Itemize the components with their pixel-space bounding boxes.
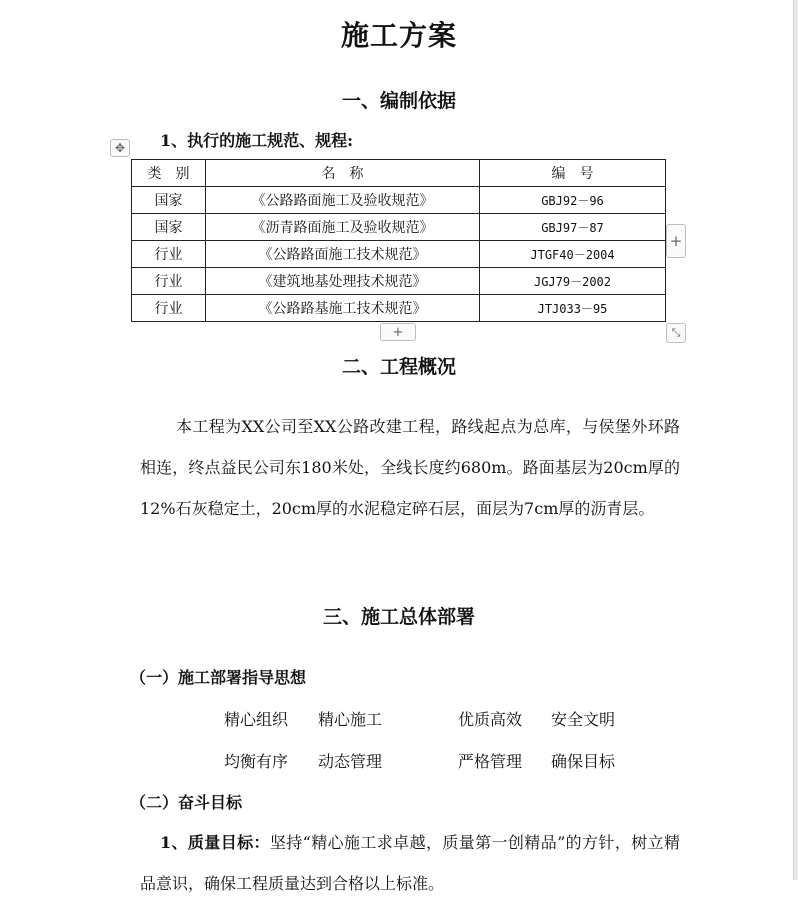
header-cell: 类 别	[132, 160, 206, 187]
table-cell: 行业	[132, 241, 206, 268]
table-cell: 行业	[132, 268, 206, 295]
section3-heading: 三、施工总体部署	[322, 606, 475, 628]
table-cell: 《公路路面施工及验收规范》	[206, 187, 480, 214]
motto-item: 确保目标	[551, 752, 616, 771]
section1-sub: 1、执行的施工规范、规程:	[160, 131, 354, 150]
table-cell: JGJ79－2002	[480, 268, 666, 295]
table-cell: 《公路路基施工技术规范》	[206, 295, 480, 322]
document-title: 施工方案	[340, 19, 457, 52]
motto-item: 动态管理	[318, 752, 383, 771]
table-cell: 《公路路面施工技术规范》	[206, 241, 480, 268]
section2-heading: 二、工程概况	[341, 356, 456, 378]
motto-item: 严格管理	[458, 752, 523, 771]
motto-item: 安全文明	[551, 710, 616, 729]
table-cell: 《沥青路面施工及验收规范》	[206, 214, 480, 241]
motto-item: 优质高效	[458, 710, 523, 729]
table-cell: 《建筑地基处理技术规范》	[206, 268, 480, 295]
quality-goal-label: 1、质量目标：	[160, 833, 270, 852]
header-cell: 名 称	[206, 160, 480, 187]
motto-item: 精心施工	[318, 710, 383, 729]
resize-icon[interactable]: ⤡	[666, 323, 686, 343]
table-cell: GBJ97－87	[480, 214, 666, 241]
table-cell: 国家	[132, 214, 206, 241]
table-cell: JTJ033－95	[480, 295, 666, 322]
guiding-ideology-heading: （一）施工部署指导思想	[130, 668, 307, 687]
motto-item: 均衡有序	[224, 752, 289, 771]
header-cell: 编 号	[480, 160, 666, 187]
table-cell: JTGF40－2004	[480, 241, 666, 268]
goals-heading: （二）奋斗目标	[130, 793, 243, 812]
section1-heading: 一、编制依据	[341, 90, 456, 112]
add-row-icon[interactable]: +	[380, 323, 416, 341]
project-overview-paragraph: 本工程为XX公司至XX公路改建工程，路线起点为总库，与侯堡外环路相连，终点益民公司东180米处，全线长度约680m。路面基层为20cm厚的12%石灰稳定土，20cm厚的水泥稳定碎石层，面层为7cm厚的沥青层。	[140, 417, 680, 518]
quality-goal-paragraph	[140, 822, 680, 904]
move-icon[interactable]: ✥	[110, 139, 130, 157]
add-column-icon[interactable]: +	[666, 224, 686, 258]
table-cell: 国家	[132, 187, 206, 214]
motto-item: 精心组织	[224, 710, 289, 729]
table-cell: GBJ92－96	[480, 187, 666, 214]
table-cell: 行业	[132, 295, 206, 322]
quality-goal-text: 坚持“精心施工求卓越，质量第一创精品”的方针，树立精品意识，确保工程质量达到合格以上标准。	[140, 833, 680, 893]
